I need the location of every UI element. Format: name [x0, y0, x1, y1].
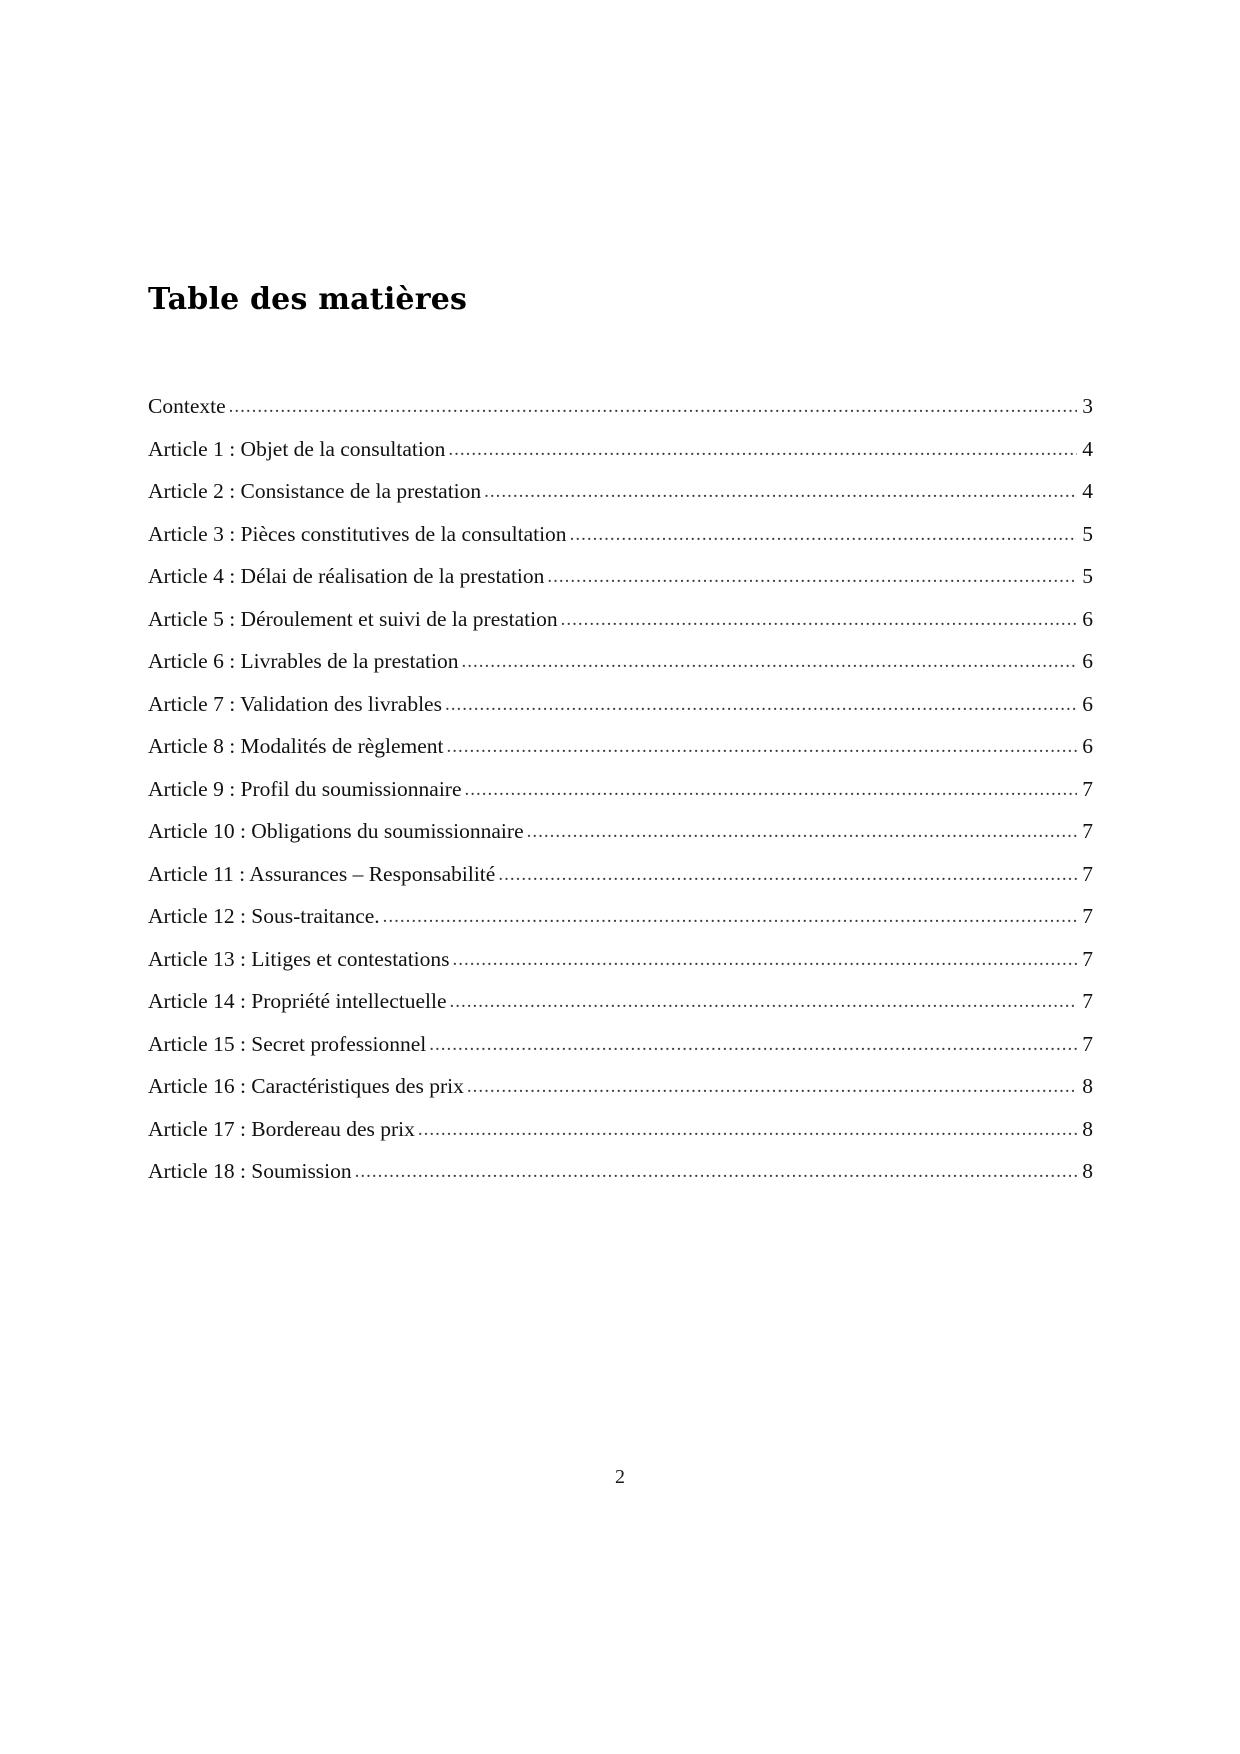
toc-entry[interactable]: [148, 481, 1093, 503]
toc-entry[interactable]: [148, 1161, 1093, 1183]
toc-entry-label: Article 17 : Bordereau des prix: [148, 1116, 415, 1141]
toc-entry-label: Contexte: [148, 394, 226, 418]
toc-entry-page: 7: [1082, 819, 1093, 843]
toc-entry-label: Article 8 : Modalités de règlement: [148, 734, 444, 758]
toc-leader-dots: [453, 950, 1077, 969]
toc-leader-dots: [445, 695, 1077, 714]
toc-entry[interactable]: [148, 606, 1093, 631]
toc-leader-dots: [418, 1120, 1077, 1139]
toc-entry-page: 7: [1082, 989, 1093, 1013]
toc-entry[interactable]: [148, 776, 1093, 801]
toc-leader-dots: [484, 482, 1077, 501]
toc-entry[interactable]: [148, 691, 1093, 716]
toc-leader-dots: [448, 440, 1077, 459]
toc-entry-page: 4: [1082, 479, 1093, 503]
toc-leader-dots: [547, 567, 1077, 586]
toc-entry-page: 4: [1082, 436, 1093, 461]
toc-leader-dots: [561, 610, 1077, 629]
toc-entry-label: Article 2 : Consistance de la prestation: [148, 479, 482, 503]
toc-entry[interactable]: [148, 436, 1093, 461]
toc-entry-page: 7: [1082, 946, 1093, 971]
toc-leader-dots: [429, 1035, 1077, 1054]
toc-leader-dots: [355, 1162, 1077, 1181]
toc-entry-label: Article 6 : Livrables de la prestation: [148, 649, 459, 673]
toc-entry-label: Article 18 : Soumission: [148, 1159, 352, 1183]
toc-entry[interactable]: [148, 991, 1093, 1013]
toc-entry[interactable]: [148, 736, 1093, 758]
toc-leader-dots: [229, 397, 1077, 416]
toc-leader-dots: [383, 907, 1077, 926]
toc-entry[interactable]: [148, 861, 1093, 886]
toc-entry-label: Article 15 : Secret professionnel: [148, 1031, 427, 1056]
toc-entry[interactable]: [148, 396, 1093, 418]
toc-entry-page: 5: [1082, 521, 1093, 546]
toc-entry-page: 8: [1082, 1116, 1093, 1141]
toc-leader-dots: [527, 822, 1077, 841]
toc-entry-label: Article 12 : Sous-traitance.: [148, 904, 380, 928]
toc-entry[interactable]: [148, 1031, 1093, 1056]
toc-entry-label: Article 1 : Objet de la consultation: [148, 436, 446, 461]
toc-leader-dots: [450, 992, 1077, 1011]
toc-entry-label: Article 11 : Assurances – Responsabilité: [148, 861, 496, 886]
toc-entry[interactable]: [148, 821, 1093, 843]
toc-entry-page: 7: [1082, 776, 1093, 801]
page-title: Table des matières: [148, 282, 468, 317]
toc-leader-dots: [570, 525, 1077, 544]
toc-entry[interactable]: [148, 946, 1093, 971]
toc-entry-page: 8: [1082, 1074, 1093, 1098]
toc-entry-page: 6: [1082, 691, 1093, 716]
toc-entry[interactable]: [148, 1116, 1093, 1141]
toc-leader-dots: [447, 737, 1077, 756]
toc-entry-label: Article 7 : Validation des livrables: [148, 691, 442, 716]
toc-entry-label: Article 4 : Délai de réalisation de la prestation: [148, 564, 545, 588]
toc-entry[interactable]: [148, 906, 1093, 928]
table-of-contents: [148, 282, 1093, 1204]
toc-entry-page: 3: [1082, 394, 1093, 418]
toc-list: [148, 396, 1093, 1183]
toc-entry-page: 6: [1082, 734, 1093, 758]
toc-entry-page: 5: [1082, 564, 1093, 588]
toc-entry-page: 6: [1082, 649, 1093, 673]
toc-entry[interactable]: [148, 1076, 1093, 1098]
toc-entry[interactable]: [148, 651, 1093, 673]
toc-leader-dots: [467, 1077, 1077, 1096]
toc-entry-page: 7: [1082, 904, 1093, 928]
toc-entry-page: 6: [1082, 606, 1093, 631]
toc-entry-label: Article 14 : Propriété intellectuelle: [148, 989, 447, 1013]
toc-entry-page: 7: [1082, 1031, 1093, 1056]
toc-entry-page: 8: [1082, 1159, 1093, 1183]
footer-page-number: 2: [615, 1466, 625, 1488]
toc-leader-dots: [465, 780, 1077, 799]
toc-entry-label: Article 16 : Caractéristiques des prix: [148, 1074, 464, 1098]
toc-leader-dots: [461, 652, 1077, 671]
toc-entry-label: Article 10 : Obligations du soumissionnaire: [148, 819, 524, 843]
toc-entry[interactable]: [148, 566, 1093, 588]
toc-entry-label: Article 9 : Profil du soumissionnaire: [148, 776, 462, 801]
toc-entry-label: Article 5 : Déroulement et suivi de la prestation: [148, 606, 558, 631]
toc-entry-label: Article 3 : Pièces constitutives de la consultation: [148, 521, 567, 546]
toc-entry-label: Article 13 : Litiges et contestations: [148, 946, 450, 971]
toc-entry[interactable]: [148, 521, 1093, 546]
toc-leader-dots: [498, 865, 1077, 884]
toc-entry-page: 7: [1082, 861, 1093, 886]
